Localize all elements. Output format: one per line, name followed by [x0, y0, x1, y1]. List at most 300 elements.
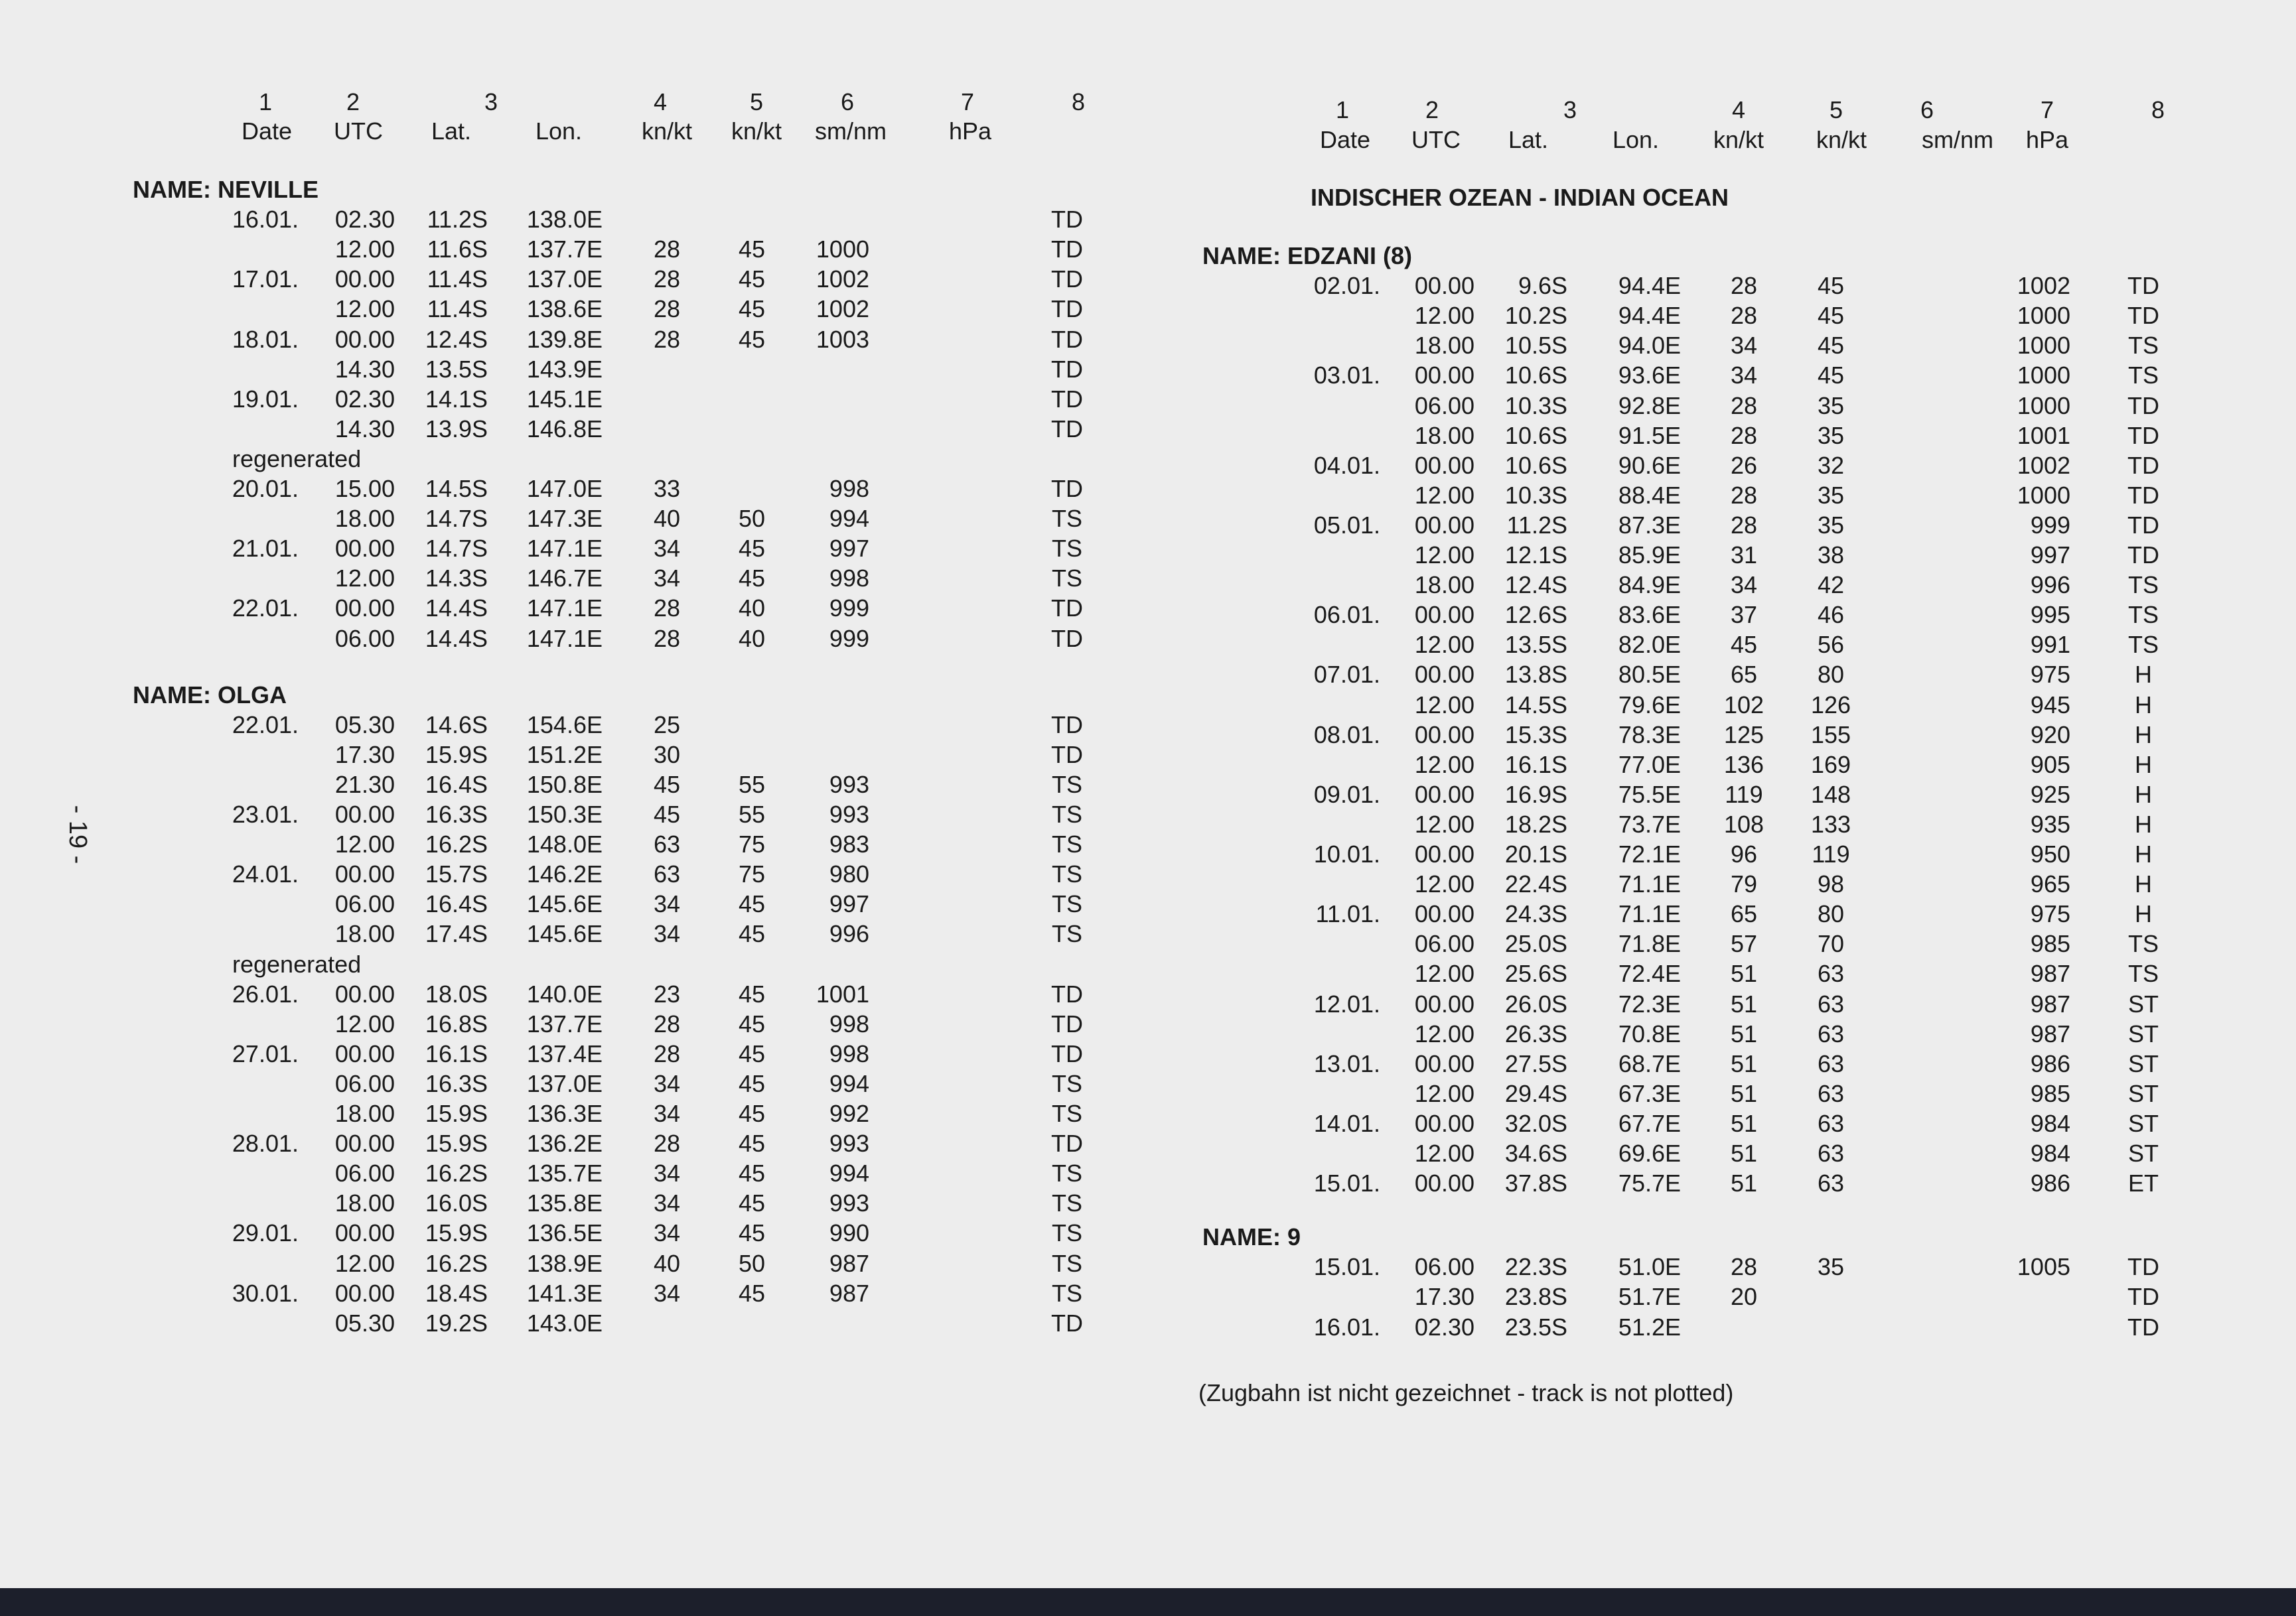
cell-lon: 146.2E: [526, 860, 603, 888]
cell-lat: 14.1S: [425, 385, 488, 413]
cell-utc: 00.00: [1414, 990, 1474, 1018]
cell-gust-kt: 40: [738, 594, 766, 622]
cell-col6: 935: [2030, 810, 2070, 838]
cell-col6: 997: [2030, 541, 2070, 569]
cell-lat: 26.3S: [1504, 1020, 1567, 1047]
cell-pressure: TD: [1051, 1010, 1083, 1038]
cell-wind-kt: 51: [1730, 1140, 1758, 1167]
cell-date: 14.01.: [1313, 1109, 1380, 1137]
cell-lon: 137.7E: [526, 236, 603, 263]
cell-pressure: TS: [2127, 362, 2159, 389]
cell-wind-kt: 51: [1730, 1079, 1758, 1107]
cell-utc: 00.00: [334, 1219, 395, 1247]
cell-date: 15.01.: [1313, 1170, 1380, 1197]
storm-name: NAME: 9: [1202, 1223, 1301, 1251]
cell-lon: 78.3E: [1618, 720, 1681, 748]
cell-lon: 70.8E: [1618, 1020, 1681, 1047]
cell-wind-kt: 28: [1730, 421, 1758, 449]
cell-utc: 06.00: [1414, 391, 1474, 419]
cell-pressure: TD: [2127, 541, 2159, 569]
cell-lat: 16.1S: [1504, 750, 1567, 778]
cell-pressure: ST: [2127, 1079, 2159, 1107]
cell-lat: 17.4S: [425, 920, 488, 948]
cell-utc: 06.00: [1414, 1253, 1474, 1281]
cell-pressure: TD: [2127, 511, 2159, 539]
cell-col6: 984: [2030, 1140, 2070, 1167]
cell-gust-kt: 75: [738, 860, 766, 888]
cell-gust-kt: 63: [1817, 1170, 1845, 1197]
cell-pressure: TD: [2127, 481, 2159, 509]
cell-utc: 00.00: [334, 1040, 395, 1067]
cell-wind-kt: 45: [653, 801, 681, 828]
cell-lat: 10.3S: [1504, 391, 1567, 419]
cell-wind-kt: 25: [653, 710, 681, 738]
cell-col6: 1001: [2017, 421, 2070, 449]
cell-utc: 18.00: [334, 505, 395, 533]
cell-pressure: TD: [1051, 475, 1083, 502]
cell-pressure: TD: [1051, 740, 1083, 768]
cell-wind-kt: 51: [1730, 990, 1758, 1018]
cell-pressure: TS: [1051, 831, 1083, 858]
cell-date: 12.01.: [1313, 990, 1380, 1018]
cell-lon: 137.0E: [526, 1069, 603, 1097]
cell-lon: 67.3E: [1618, 1079, 1681, 1107]
cell-date: 10.01.: [1313, 841, 1380, 868]
cell-pressure: ST: [2127, 1140, 2159, 1167]
cell-pressure: H: [2135, 720, 2152, 748]
cell-gust-kt: 35: [1817, 481, 1845, 509]
cell-wind-kt: 28: [653, 1040, 681, 1067]
cell-lat: 16.1S: [425, 1040, 488, 1067]
cell-col6: 1000: [816, 236, 869, 263]
cell-wind-kt: 28: [653, 594, 681, 622]
cell-col6: 993: [829, 1130, 869, 1158]
col-number: 4: [653, 88, 668, 115]
cell-gust-kt: 35: [1817, 1253, 1845, 1281]
cell-col6: 1001: [816, 980, 869, 1008]
cell-gust-kt: 63: [1817, 960, 1845, 988]
cell-wind-kt: 26: [1730, 451, 1758, 479]
cell-lon: 51.2E: [1618, 1313, 1681, 1341]
cell-date: 30.01.: [232, 1279, 299, 1307]
cell-pressure: TD: [1051, 265, 1083, 293]
cell-utc: 14.30: [334, 415, 395, 442]
cell-lon: 145.6E: [526, 920, 603, 948]
cell-lat: 14.4S: [425, 594, 488, 622]
cell-utc: 06.00: [334, 890, 395, 918]
cell-utc: 06.00: [334, 624, 395, 652]
cell-date: 03.01.: [1313, 362, 1380, 389]
col-header: kn/kt: [1713, 126, 1764, 153]
cell-date: 27.01.: [232, 1040, 299, 1067]
cell-col6: 997: [829, 890, 869, 918]
cell-lon: 51.7E: [1618, 1283, 1681, 1311]
cell-col6: 1000: [2017, 362, 2070, 389]
cell-wind-kt: 34: [653, 1279, 681, 1307]
cell-utc: 17.30: [334, 740, 395, 768]
cell-gust-kt: 38: [1817, 541, 1845, 569]
cell-pressure: TS: [1051, 801, 1083, 828]
cell-wind-kt: 136: [1723, 750, 1764, 778]
cell-pressure: ST: [2127, 1109, 2159, 1137]
cell-pressure: TD: [1051, 206, 1083, 234]
cell-pressure: TS: [1051, 920, 1083, 948]
cell-wind-kt: 30: [653, 740, 681, 768]
cell-wind-kt: 34: [653, 1160, 681, 1187]
cell-wind-kt: 20: [1730, 1283, 1758, 1311]
cell-col6: 998: [829, 475, 869, 502]
cell-gust-kt: 35: [1817, 421, 1845, 449]
cell-col6: 985: [2030, 930, 2070, 958]
cell-gust-kt: 63: [1817, 1079, 1845, 1107]
cell-utc: 17.30: [1414, 1283, 1474, 1311]
cell-col6: 996: [2030, 571, 2070, 599]
col-number: 4: [1731, 96, 1746, 123]
cell-gust-kt: 80: [1817, 900, 1845, 928]
cell-pressure: TS: [2127, 332, 2159, 360]
cell-utc: 18.00: [1414, 332, 1474, 360]
cell-gust-kt: 55: [738, 770, 766, 798]
cell-utc: 00.00: [1414, 1170, 1474, 1197]
cell-utc: 12.00: [1414, 691, 1474, 718]
cell-wind-kt: 33: [653, 475, 681, 502]
cell-gust-kt: 63: [1817, 1140, 1845, 1167]
cell-lat: 23.5S: [1504, 1313, 1567, 1341]
col-header: Date: [1319, 126, 1371, 153]
col-header: Lon.: [1612, 126, 1660, 153]
cell-utc: 12.00: [1414, 541, 1474, 569]
cell-lon: 84.9E: [1618, 571, 1681, 599]
cell-utc: 12.00: [1414, 631, 1474, 659]
cell-col6: 994: [829, 1160, 869, 1187]
cell-lon: 143.9E: [526, 355, 603, 383]
cell-lat: 12.1S: [1504, 541, 1567, 569]
cell-pressure: H: [2135, 661, 2152, 689]
cell-pressure: TS: [1051, 535, 1083, 563]
cell-date: 04.01.: [1313, 451, 1380, 479]
cell-col6: 996: [829, 920, 869, 948]
cell-lat: 11.4S: [427, 265, 488, 293]
cell-lat: 11.4S: [427, 295, 488, 323]
cell-wind-kt: 23: [653, 980, 681, 1008]
cell-date: 15.01.: [1313, 1253, 1380, 1281]
cell-lon: 79.6E: [1618, 691, 1681, 718]
cell-lat: 37.8S: [1504, 1170, 1567, 1197]
cell-col6: 999: [829, 624, 869, 652]
cell-utc: 12.00: [334, 295, 395, 323]
cell-lon: 136.3E: [526, 1100, 603, 1127]
cell-col6: 980: [829, 860, 869, 888]
cell-lat: 16.2S: [425, 1249, 488, 1277]
cell-pressure: TS: [1051, 1100, 1083, 1127]
cell-wind-kt: 28: [1730, 272, 1758, 300]
col-header: kn/kt: [1816, 126, 1867, 153]
cell-lon: 137.7E: [526, 1010, 603, 1038]
cell-utc: 00.00: [1414, 900, 1474, 928]
cell-lat: 25.6S: [1504, 960, 1567, 988]
cell-col6: 905: [2030, 750, 2070, 778]
cell-pressure: TD: [1051, 295, 1083, 323]
col-header: kn/kt: [731, 117, 782, 145]
cell-lon: 135.8E: [526, 1189, 603, 1217]
cell-date: 16.01.: [1313, 1313, 1380, 1341]
cell-col6: 1002: [2017, 451, 2070, 479]
cell-gust-kt: 46: [1817, 601, 1845, 629]
cell-utc: 00.00: [334, 265, 395, 293]
cell-pressure: TD: [1051, 980, 1083, 1008]
cell-wind-kt: 34: [653, 565, 681, 592]
cell-pressure: TS: [2127, 930, 2159, 958]
cell-utc: 12.00: [1414, 960, 1474, 988]
cell-col6: 1000: [2017, 332, 2070, 360]
cell-gust-kt: 45: [738, 1130, 766, 1158]
cell-lat: 16.4S: [425, 890, 488, 918]
cell-utc: 14.30: [334, 355, 395, 383]
cell-pressure: TD: [1051, 355, 1083, 383]
cell-wind-kt: 28: [653, 325, 681, 353]
cell-utc: 00.00: [334, 325, 395, 353]
col-header: Date: [241, 117, 293, 145]
cell-col6: 994: [829, 1069, 869, 1097]
cell-wind-kt: 34: [653, 535, 681, 563]
cell-lon: 143.0E: [526, 1309, 603, 1337]
cell-pressure: ST: [2127, 990, 2159, 1018]
cell-utc: 00.00: [334, 535, 395, 563]
cell-lat: 16.8S: [425, 1010, 488, 1038]
cell-col6: 992: [829, 1100, 869, 1127]
cell-pressure: TS: [1051, 1249, 1083, 1277]
cell-pressure: ST: [2127, 1020, 2159, 1047]
cell-utc: 02.30: [334, 206, 395, 234]
cell-wind-kt: 65: [1730, 661, 1758, 689]
cell-gust-kt: 45: [738, 1189, 766, 1217]
cell-gust-kt: 45: [738, 1160, 766, 1187]
cell-date: 22.01.: [232, 710, 299, 738]
cell-col6: 995: [2030, 601, 2070, 629]
cell-gust-kt: 42: [1817, 571, 1845, 599]
cell-wind-kt: 63: [653, 831, 681, 858]
cell-gust-kt: 35: [1817, 391, 1845, 419]
col-number: 2: [346, 88, 360, 115]
cell-wind-kt: 51: [1730, 1049, 1758, 1077]
cell-lat: 15.9S: [425, 740, 488, 768]
cell-wind-kt: 28: [1730, 481, 1758, 509]
cell-lat: 24.3S: [1504, 900, 1567, 928]
cell-lon: 83.6E: [1618, 601, 1681, 629]
cell-pressure: TS: [2127, 631, 2159, 659]
cell-gust-kt: 45: [738, 325, 766, 353]
cell-pressure: TD: [1051, 1040, 1083, 1067]
cell-gust-kt: 40: [738, 624, 766, 652]
cell-date: 07.01.: [1313, 661, 1380, 689]
cell-lon: 72.1E: [1618, 841, 1681, 868]
cell-wind-kt: 51: [1730, 1170, 1758, 1197]
cell-pressure: H: [2135, 780, 2152, 808]
cell-utc: 18.00: [334, 920, 395, 948]
cell-pressure: TS: [1051, 1219, 1083, 1247]
cell-lat: 10.6S: [1504, 421, 1567, 449]
cell-lat: 10.3S: [1504, 481, 1567, 509]
cell-col6: 920: [2030, 720, 2070, 748]
cell-gust-kt: 55: [738, 801, 766, 828]
cell-lat: 19.2S: [425, 1309, 488, 1337]
cell-wind-kt: 51: [1730, 960, 1758, 988]
cell-utc: 12.00: [334, 1249, 395, 1277]
cell-gust-kt: 45: [738, 565, 766, 592]
cell-date: 20.01.: [232, 475, 299, 502]
cell-pressure: TS: [1051, 505, 1083, 533]
col-number: 5: [1829, 96, 1843, 123]
cell-utc: 06.00: [334, 1160, 395, 1187]
cell-utc: 00.00: [1414, 1049, 1474, 1077]
cell-lon: 147.1E: [526, 624, 603, 652]
cell-gust-kt: 45: [738, 1010, 766, 1038]
cell-col6: 965: [2030, 870, 2070, 898]
cell-pressure: H: [2135, 810, 2152, 838]
cell-date: 26.01.: [232, 980, 299, 1008]
cell-utc: 00.00: [1414, 780, 1474, 808]
cell-date: 13.01.: [1313, 1049, 1380, 1077]
cell-col6: 985: [2030, 1079, 2070, 1107]
cell-wind-kt: 31: [1730, 541, 1758, 569]
cell-utc: 06.00: [334, 1069, 395, 1097]
cell-lon: 140.0E: [526, 980, 603, 1008]
cell-wind-kt: 45: [653, 770, 681, 798]
cell-pressure: TS: [1051, 860, 1083, 888]
cell-col6: 993: [829, 801, 869, 828]
cell-date: 02.01.: [1313, 272, 1380, 300]
cell-utc: 00.00: [334, 1279, 395, 1307]
cell-gust-kt: 45: [738, 920, 766, 948]
cell-col6: 1000: [2017, 391, 2070, 419]
col-number: 3: [484, 88, 498, 115]
cell-gust-kt: 45: [738, 1069, 766, 1097]
cell-utc: 12.00: [1414, 810, 1474, 838]
cell-utc: 00.00: [334, 980, 395, 1008]
cell-date: 29.01.: [232, 1219, 299, 1247]
col-number: 5: [749, 88, 764, 115]
cell-pressure: TD: [1051, 385, 1083, 413]
cell-col6: 984: [2030, 1109, 2070, 1137]
cell-gust-kt: 63: [1817, 1049, 1845, 1077]
cell-lon: 94.4E: [1618, 302, 1681, 330]
cell-pressure: TS: [1051, 1189, 1083, 1217]
cell-lat: 27.5S: [1504, 1049, 1567, 1077]
cell-gust-kt: 45: [738, 980, 766, 1008]
cell-lat: 32.0S: [1504, 1109, 1567, 1137]
cell-gust-kt: 45: [1817, 272, 1845, 300]
cell-col6: 987: [2030, 990, 2070, 1018]
cell-pressure: ET: [2127, 1170, 2159, 1197]
cell-date: 11.01.: [1315, 900, 1380, 928]
cell-lat: 16.2S: [425, 1160, 488, 1187]
cell-gust-kt: 45: [1817, 332, 1845, 360]
cell-utc: 18.00: [334, 1189, 395, 1217]
cell-gust-kt: 70: [1817, 930, 1845, 958]
storm-name: NAME: EDZANI (8): [1202, 242, 1412, 269]
cell-gust-kt: 45: [1817, 362, 1845, 389]
col-number: 6: [1920, 96, 1934, 123]
cell-gust-kt: 45: [738, 535, 766, 563]
cell-lon: 80.5E: [1618, 661, 1681, 689]
cell-lon: 91.5E: [1618, 421, 1681, 449]
cell-lat: 14.3S: [425, 565, 488, 592]
cell-pressure: TS: [1051, 565, 1083, 592]
cell-lat: 10.5S: [1504, 332, 1567, 360]
cell-utc: 00.00: [1414, 362, 1474, 389]
cell-wind-kt: 34: [1730, 332, 1758, 360]
cell-gust-kt: 45: [738, 265, 766, 293]
cell-utc: 12.00: [334, 831, 395, 858]
cell-wind-kt: 34: [653, 1189, 681, 1217]
cell-utc: 00.00: [334, 594, 395, 622]
cell-lat: 13.5S: [1504, 631, 1567, 659]
cell-lat: 10.6S: [1504, 451, 1567, 479]
cell-col6: 1000: [2017, 302, 2070, 330]
cell-pressure: TD: [1051, 594, 1083, 622]
cell-utc: 00.00: [1414, 601, 1474, 629]
cell-wind-kt: 28: [653, 236, 681, 263]
cell-utc: 15.00: [334, 475, 395, 502]
cell-col6: 994: [829, 505, 869, 533]
cell-date: 18.01.: [232, 325, 299, 353]
cell-pressure: TD: [1051, 236, 1083, 263]
cell-gust-kt: 45: [738, 295, 766, 323]
cell-wind-kt: 108: [1723, 810, 1764, 838]
cell-lat: 12.4S: [1504, 571, 1567, 599]
cell-pressure: TD: [2127, 1253, 2159, 1281]
cell-wind-kt: 40: [653, 1249, 681, 1277]
cell-pressure: TS: [2127, 571, 2159, 599]
col-number: 1: [1335, 96, 1350, 123]
cell-lat: 16.3S: [425, 1069, 488, 1097]
cell-col6: 950: [2030, 841, 2070, 868]
cell-lon: 145.6E: [526, 890, 603, 918]
cell-utc: 00.00: [334, 801, 395, 828]
cell-lat: 18.4S: [425, 1279, 488, 1307]
cell-lat: 14.6S: [425, 710, 488, 738]
cell-col6: 997: [829, 535, 869, 563]
cell-utc: 12.00: [1414, 1020, 1474, 1047]
cell-col6: 999: [829, 594, 869, 622]
cell-pressure: TD: [2127, 391, 2159, 419]
cell-utc: 00.00: [1414, 511, 1474, 539]
cell-pressure: H: [2135, 870, 2152, 898]
cell-col6: 987: [2030, 1020, 2070, 1047]
cell-lat: 12.6S: [1504, 601, 1567, 629]
cell-gust-kt: 80: [1817, 661, 1845, 689]
cell-lon: 71.8E: [1618, 930, 1681, 958]
cell-utc: 12.00: [1414, 1079, 1474, 1107]
cell-wind-kt: 51: [1730, 1109, 1758, 1137]
cell-wind-kt: 34: [653, 1069, 681, 1097]
cell-pressure: TD: [1051, 1130, 1083, 1158]
cell-wind-kt: 45: [1730, 631, 1758, 659]
cell-lat: 20.1S: [1504, 841, 1567, 868]
cell-gust-kt: 45: [1817, 302, 1845, 330]
cell-lon: 94.0E: [1618, 332, 1681, 360]
cell-lon: 51.0E: [1618, 1253, 1681, 1281]
cell-gust-kt: 45: [738, 1219, 766, 1247]
cell-utc: 12.00: [1414, 1140, 1474, 1167]
cell-col6: 998: [829, 565, 869, 592]
col-header: sm/nm: [1922, 126, 1993, 153]
cell-pressure: ST: [2127, 1049, 2159, 1077]
cell-lat: 15.9S: [425, 1100, 488, 1127]
cell-lat: 15.9S: [425, 1219, 488, 1247]
cell-col6: 975: [2030, 661, 2070, 689]
scan-edge-bar: [0, 1588, 2296, 1616]
